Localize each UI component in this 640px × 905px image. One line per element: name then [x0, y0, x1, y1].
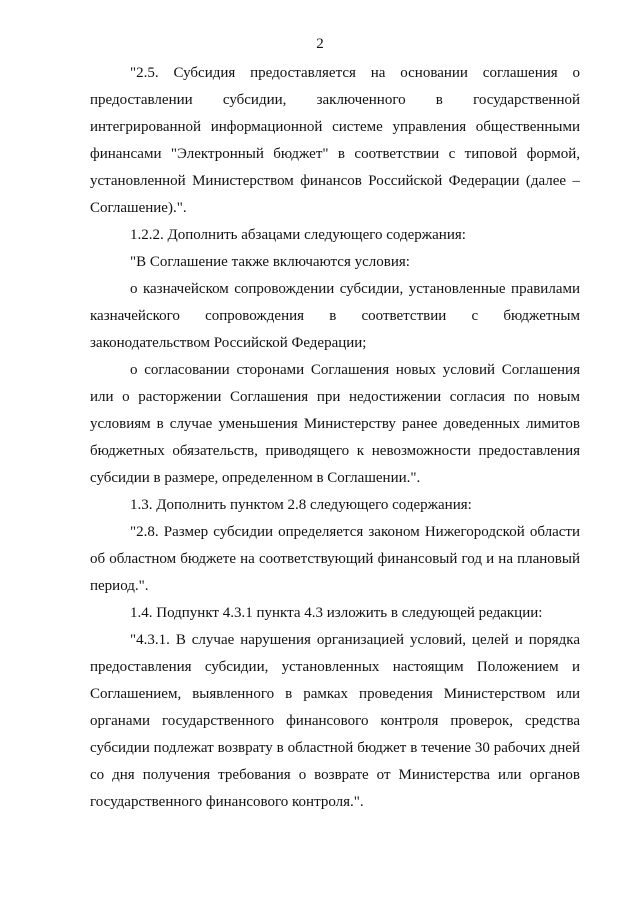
paragraph-2-8: "2.8. Размер субсидии определяется законом Нижегородской области об областном бюджете на соответствующий финансовый год и на плановый период.".: [90, 524, 580, 594]
page-number: 2: [316, 36, 324, 52]
paragraph-1-4: 1.4. Подпункт 4.3.1 пункта 4.3 изложить в следующей редакции:: [130, 605, 543, 621]
paragraph-1-3: 1.3. Дополнить пунктом 2.8 следующего содержания:: [130, 497, 472, 513]
paragraph-4-3-1: "4.3.1. В случае нарушения организацией условий, целей и порядка предоставления субсидии, установленных настоящим Положением и Соглашением, выявленного в рамках проведения Министерством или органами государственного финансового контроля проверок, средства субсидии подлежат возврату в областной бюджет в течение 30 рабочих дней со дня получения требования о возврате от Министерства или органов государственного финансового контроля.".: [90, 632, 580, 810]
document-body: [90, 60, 580, 816]
paragraph-1-2-2: 1.2.2. Дополнить абзацами следующего содержания:: [130, 227, 466, 243]
paragraph-2-5: "2.5. Субсидия предоставляется на основании соглашения о предоставлении субсидии, заключенного в государственной интегрированной информационной системе управления общественными финансами "Электронный бюджет" в соответствии с типовой формой, установленной Министерством финансов Российской Федерации (далее – Соглашение).".: [90, 65, 580, 216]
paragraph-treasury-support: о казначейском сопровождении субсидии, установленные правилами казначейского сопровождения в соответствии с бюджетным законодательством Российской Федерации;: [90, 281, 580, 351]
paragraph-agreement-terms: о согласовании сторонами Соглашения новых условий Соглашения или о расторжении Соглашения при недостижении согласия по новым условиям в случае уменьшения Министерству ранее доведенных лимитов бюджетных обязательств, приводящего к невозможности предоставления субсидии в размере, определенном в Соглашении.".: [90, 362, 580, 486]
paragraph-conditions-intro: "В Соглашение также включаются условия:: [130, 254, 410, 270]
